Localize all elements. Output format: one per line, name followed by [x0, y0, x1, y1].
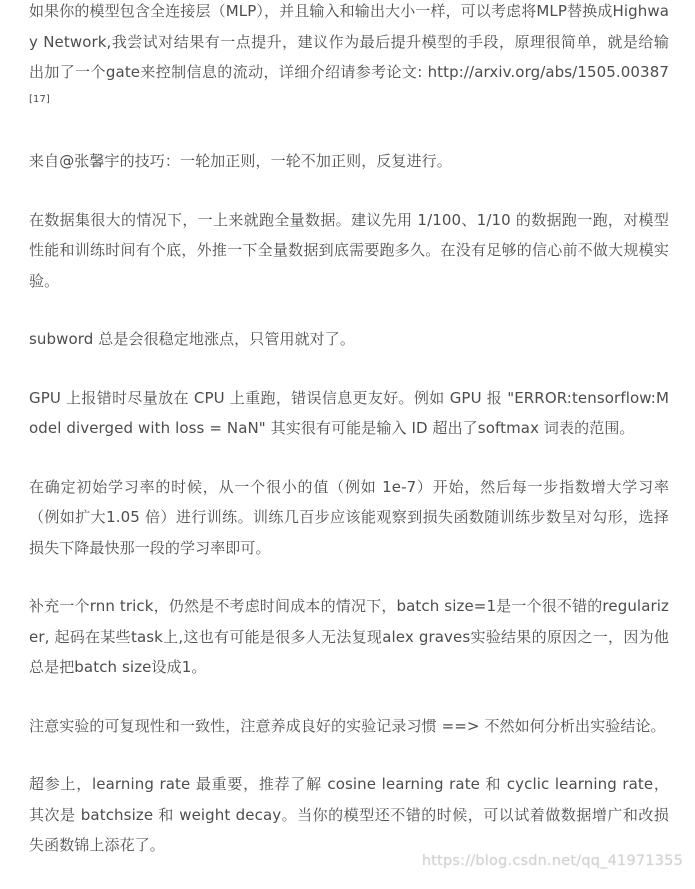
paragraph-subword: subword 总是会很稳定地涨点，只管用就对了。: [29, 330, 355, 348]
paragraph-highway-network: [29, 0, 669, 118]
paragraph-rnn-trick: 补充一个rnn trick，仍然是不考虑时间成本的情况下，batch size=1是一个很不错的regularizer, 起码在某些task上,这也有可能是很多人无法复现alex graves实验结果的原因之一，因为他总是把batch size设成1。: [29, 597, 669, 676]
paragraph-text: 如果你的模型包含全连接层（MLP），并且输入和输出大小一样，可以考虑将MLP替换成Highway Network,我尝试对结果有一点提升，建议作为最后提升模型的手段，原理很简单，就是给输出加了一个gate来控制信息的流动，详细介绍请参考论文: http://arxiv.org/abs/1505.00387: [29, 2, 669, 81]
paragraph-reproducibility: 注意实验的可复现性和一致性，注意养成良好的实验记录习惯 ==> 不然如何分析出实验结论。: [29, 716, 666, 735]
paragraph-hyperparameters: 超参上，learning rate 最重要，推荐了解 cosine learning rate 和 cyclic learning rate，其次是 batchsize 和 weight decay。当你的模型还不错的时候，可以试着做数据增广和改损失函数锦上添花了。: [29, 775, 669, 854]
article-body: [29, 0, 669, 889]
paragraph-regularization-tip: 来自@张馨宇的技巧：一轮加正则，一轮不加正则，反复进行。: [29, 152, 452, 170]
watermark-url: https://blog.csdn.net/qq_41971355: [421, 853, 683, 869]
citation-ref[interactable]: [17]: [29, 93, 50, 105]
paragraph-gpu-error: GPU 上报错时尽量放在 CPU 上重跑，错误信息更友好。例如 GPU 报 "ERROR:tensorflow:Model diverged with loss = NaN" 其实很有可能是输入 ID 超出了softmax 词表的范围。: [29, 388, 669, 437]
paragraph-full-data: 在数据集很大的情况下，一上来就跑全量数据。建议先用 1/100、1/10 的数据跑一跑，对模型性能和训练时间有个底，外推一下全量数据到底需要跑多久。在没有足够的信心前不做大规模实验。: [29, 210, 669, 290]
paragraph-learning-rate-search: 在确定初始学习率的时候，从一个很小的值（例如 1e-7）开始，然后每一步指数增大学习率（例如扩大1.05 倍）进行训练。训练几百步应该能观察到损失函数随训练步数呈对勾形，选择损失下降最快那一段的学习率即可。: [29, 477, 669, 557]
